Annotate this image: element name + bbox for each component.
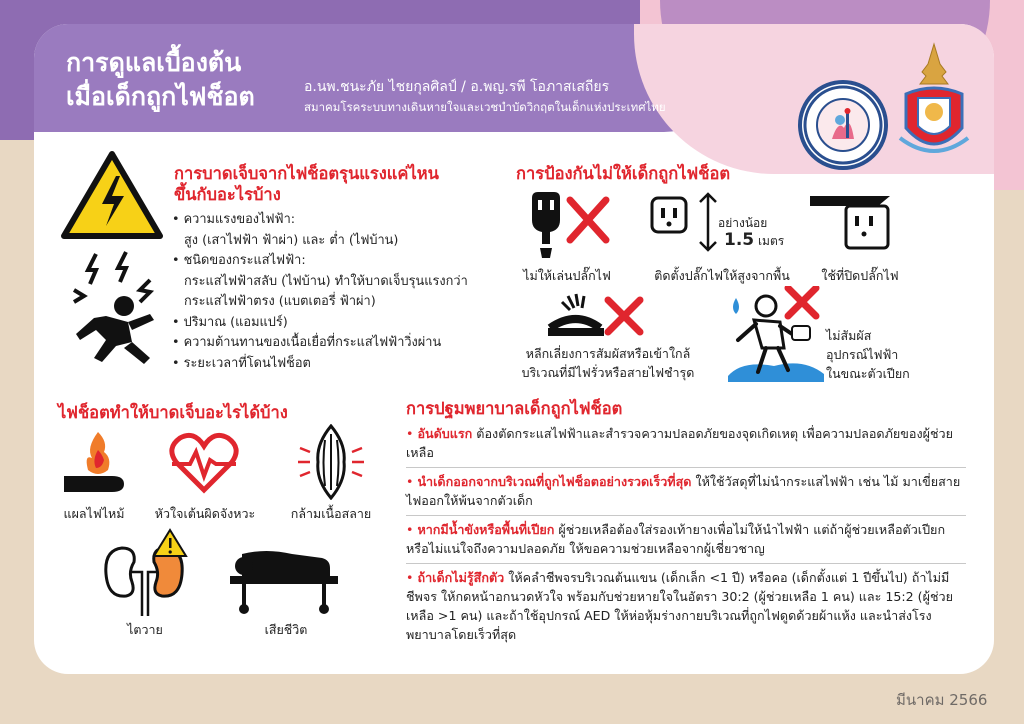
factor-amperage: • ปริมาณ (แอมแปร์) bbox=[172, 314, 288, 330]
prevention-caption-2: ติดตั้งปลั๊กไฟให้สูงจากพื้น bbox=[654, 268, 790, 283]
outlet-cover-icon bbox=[806, 192, 892, 256]
factor-current-type: • ชนิดของกระแสไฟฟ้า: กระแสไฟฟ้าสลับ (ไฟบ้าน) ทำให้บาดเจ็บรุนแรงกว่า กระแสไฟฟ้าตรง (แบตเตอรี่ ฟ้าผ่า) bbox=[172, 253, 468, 309]
first-aid-step-2: • นำเด็กออกจากบริเวณที่ถูกไฟช็อตอย่างรวดเร็วที่สุด ให้ใช้วัสดุที่ไม่นำกระแสไฟฟ้า เช่น ไม้ มาเขี่ยสายไฟออกให้พ้นจากตัวเด็ก bbox=[406, 468, 966, 516]
authors: อ.นพ.ชนะภัย ไชยกุลศิลป์ / อ.พญ.รพี โอภาสเสถียร bbox=[304, 79, 610, 95]
injuries-title: ไฟช็อตทำให้บาดเจ็บอะไรได้บ้าง bbox=[58, 403, 288, 422]
prevention-caption-5: ไม่สัมผัส อุปกรณ์ไฟฟ้า ในขณะตัวเปียก bbox=[826, 328, 910, 381]
royal-emblem-icon bbox=[898, 42, 970, 166]
thai-society-emblem-logo bbox=[898, 42, 970, 164]
burn-hand-icon bbox=[62, 428, 132, 500]
high-voltage-warning-icon bbox=[60, 150, 164, 244]
severity-title: การบาดเจ็บจากไฟช็อตรุนแรงแค่ไหน ขึ้นกับอะไรบ้าง bbox=[174, 164, 439, 204]
injury-label-3: กล้ามเนื้อสลาย bbox=[290, 506, 372, 521]
min-height-note bbox=[724, 230, 784, 251]
kidney-failure-icon bbox=[100, 528, 190, 622]
injury-label-4: ไตวาย bbox=[127, 622, 163, 637]
factor-duration: • ระยะเวลาที่โดนไฟช็อต bbox=[172, 355, 311, 371]
first-aid-step-1: • อันดับแรก ต้องตัดกระแสไฟฟ้าและสำรวจความปลอดภัยของจุดเกิดเหตุ เพื่อความปลอดภัยของผู้ช่วยเหลือ bbox=[406, 420, 966, 468]
injury-label-1: แผลไฟไหม้ bbox=[63, 506, 125, 521]
bullet: • bbox=[406, 426, 418, 441]
bullet: • bbox=[406, 570, 418, 585]
broken-wire-hazard-icon bbox=[546, 290, 646, 344]
min-height-value: 1.5 bbox=[724, 230, 755, 250]
injury-label-2: หัวใจเต้นผิดจังหวะ bbox=[154, 506, 256, 521]
electrocuted-person-icon bbox=[66, 250, 166, 370]
prevention-caption-1: ไม่ให้เล่นปลั๊กไฟ bbox=[523, 268, 611, 283]
severity-factor-list bbox=[172, 210, 502, 374]
prevention-caption-3: ใช้ที่ปิดปลั๊กไฟ bbox=[821, 268, 899, 283]
wet-person-electric-icon bbox=[722, 286, 826, 386]
factor-voltage: • ความแรงของไฟฟ้า: สูง (เสาไฟฟ้า ฟ้าผ่า) และ ต่ำ (ไฟบ้าน) bbox=[172, 212, 399, 248]
bullet: • bbox=[406, 474, 418, 489]
factor-resistance: • ความต้านทานของเนื้อเยื่อที่กระแสไฟฟ้าวิ่งผ่าน bbox=[172, 335, 442, 350]
bullet: • bbox=[406, 522, 418, 537]
first-aid-step-3: • หากมีน้ำขังหรือพื้นที่เปียก ผู้ช่วยเหลือต้องใส่รองเท้ายางเพื่อไม่ให้นำไฟฟ้า แต่ถ้าผู้ช่วยเหลือตัวเปียกหรือไม่แน่ใจถึงความปลอดภัย ให้ขอความช่วยเหลือจากผู้เชี่ยวชาญ bbox=[406, 516, 966, 564]
first-aid-title: การปฐมพยาบาลเด็กถูกไฟช็อต bbox=[406, 399, 623, 418]
page-title bbox=[66, 46, 306, 114]
death-stretcher-icon bbox=[226, 546, 342, 620]
first-aid-step-4: • ถ้าเด็กไม่รู้สึกตัว ให้คลำชีพจรบริเวณต้นแขน (เด็กเล็ก <1 ปี) หรือคอ (เด็กตั้งแต่ 1 ปีขึ้นไป) ถ้าไม่มีชีพจร ให้กดหน้าอกนวดหัวใจ พร้อมกับช่วยหายใจในอัตรา 30:2 (ผู้ช่วยเหลือ 1 คน) และ 15:2 (ผู้ช่วยเหลือ >1 คน) และถ้าใช้อุปกรณ์ AED ให้ห่อหุ้มร่างกายบริเวณที่ถูกไฟดูดด้วยผ้าแห้ง และนำส่งโรงพยาบาลโดยเร็วที่สุด bbox=[406, 570, 953, 642]
prevention-caption-4: หลีกเลี่ยงการสัมผัสหรือเข้าใกล้ บริเวณที่มีไฟรั่วหรือสายไฟชำรุด bbox=[521, 346, 695, 380]
publish-date: มีนาคม 2566 bbox=[896, 691, 988, 709]
society-seal-icon bbox=[802, 84, 884, 166]
paediatric-society-logo bbox=[798, 80, 888, 170]
organization: สมาคมโรคระบบทางเดินหายใจและเวชบำบัดวิกฤตในเด็กแห่งประเทศไทย bbox=[304, 100, 666, 114]
no-play-plug-icon bbox=[524, 190, 614, 264]
first-aid-list bbox=[406, 420, 966, 649]
muscle-breakdown-icon bbox=[296, 424, 366, 504]
arrhythmia-heart-icon bbox=[168, 432, 240, 498]
title-line-1: การดูแลเบื้องต้น bbox=[66, 48, 242, 77]
title-line-2: เมื่อเด็กถูกไฟช็อต bbox=[66, 82, 255, 111]
min-height-note-1: อย่างน้อย bbox=[718, 216, 768, 230]
prevention-title: การป้องกันไม่ให้เด็กถูกไฟช็อต bbox=[516, 164, 731, 183]
injury-label-5: เสียชีวิต bbox=[264, 622, 308, 637]
min-height-unit: เมตร bbox=[757, 234, 785, 248]
